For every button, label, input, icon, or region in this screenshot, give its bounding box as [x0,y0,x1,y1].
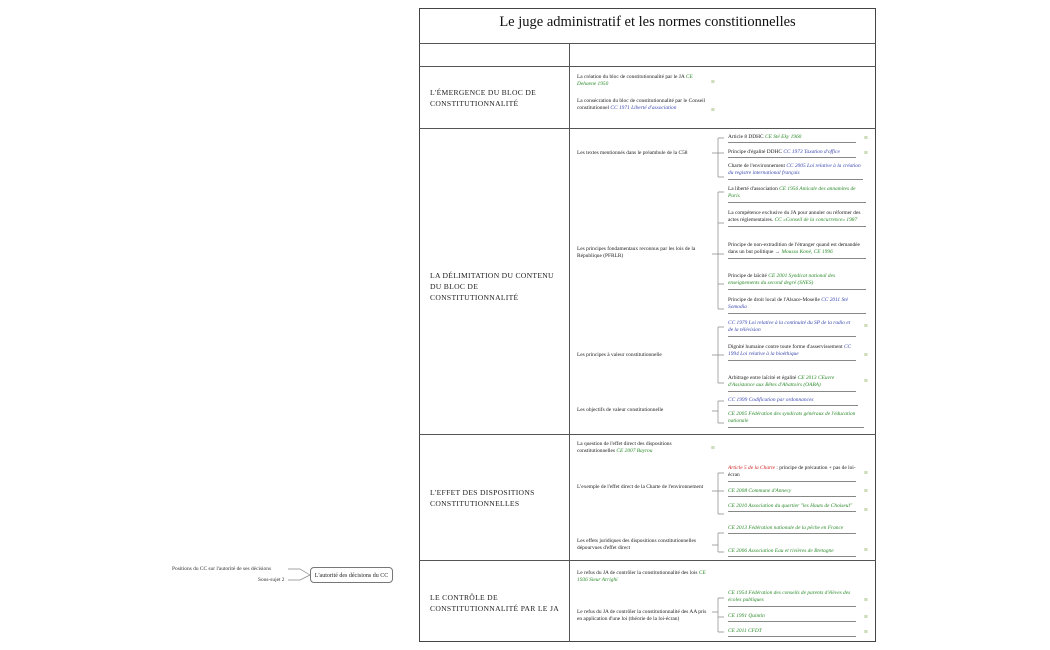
note-icon[interactable]: ≡ [864,613,868,621]
leaf-item [728,163,863,180]
item-text: Charte de l'environnement [728,163,785,169]
case-reference: CC 1979 Loi relative à la continuité du SP de la radio et de la télévision [728,320,851,334]
item-text: Principe de droit local de l'Alsace-Moselle [728,297,820,303]
node-label: Les objectifs de valeur constitutionnelle [577,407,664,413]
item-text: Dignité humaine contre toute forme d'asservissement [728,344,843,350]
list-item [577,74,705,89]
subtopic-2[interactable]: Sous-sujet 2 [258,577,285,583]
note-icon[interactable]: ≡ [864,546,868,554]
case-reference: CC 1971 Liberté d'association [610,105,677,112]
item-text: Principe de laïcité [728,273,767,279]
section-title-effet: L'EFFET DES DISPOSITIONS CONSTITUTIONNELLES [430,488,535,508]
note-icon[interactable]: ≡ [864,596,868,604]
item-text: Article 8 DDHC [728,134,764,140]
item-text: Principe d'égalité DDHC [728,149,782,155]
case-reference: CE 1956 Amicale des annamites de Paris [728,186,856,200]
note-icon[interactable]: ≡ [711,106,715,114]
case-reference: CE 2013 Fédération nationale de la pêche en France [728,525,844,531]
case-reference: CE 1991 Quintin [728,613,765,619]
case-reference: CC 2011 Sté Somodia [728,297,849,311]
leaf-item [728,590,856,607]
case-reference: CE 2013 CEuvre d'Assistance aux Bêtes d'Abattoirs (OABA) [728,375,835,389]
leaf-item [728,149,856,158]
list-item [577,98,707,113]
item-text: Principe de non-extradition de l'étranger quand est demandée dans un but politique → [728,242,860,256]
item-text: La consécration du bloc de constitutionnalité par le Conseil constitutionnel [577,98,706,112]
case-reference: CC «Conseil de la concurrence» 1987 [774,217,858,224]
leaf-item [728,210,866,227]
case-reference: CC 1973 Taxation d'office [783,149,840,155]
item-text: Le refus du JA de contrôler la constitutionnalité des lois [577,570,698,576]
case-reference: CC 1994 Loi relative à la bioéthique [728,344,852,358]
leaf-item [728,488,856,497]
case-reference: CE 2010 Association du quartier "les Hauts de Choiseul" [728,503,853,509]
note-icon[interactable]: ≡ [864,322,868,330]
section-title-controle: LE CONTRÔLE DE CONSTITUTIONNALITÉ PAR LE JA [430,593,559,613]
list-item [577,441,705,456]
case-reference: CE 2001 Syndicat national des enseignements du second degré (SNES) [728,273,836,287]
leaf-item [728,297,866,314]
note-icon[interactable]: ≡ [711,78,715,86]
case-reference: CE 2005 Fédération des syndicats généraux de l'éducation nationale [728,411,856,425]
node-label: Les textes mentionnés dans le préambule de la C58 [577,150,688,156]
note-icon[interactable]: ≡ [864,487,868,495]
case-reference: CC 1999 Codification par ordonnances [728,397,814,403]
leaf-item [728,628,856,637]
topic-autorite-decisions[interactable]: L'autorité des décisions du CC [310,567,393,583]
case-reference: CE 1954 Fédération des conseils de parents d'élèves des écoles publiques [728,590,851,604]
leaf-item [728,134,856,143]
case-reference: CE Sté Eky 1960 [765,134,802,140]
page-title: Le juge administratif et les normes constitionnelles [499,14,796,30]
item-text: La création du bloc de constitutionnalité par le JA [577,74,685,80]
case-reference: Article 5 de la Charte [728,465,776,471]
note-icon[interactable]: ≡ [864,628,868,636]
leaf-item [728,525,856,534]
case-reference: Moussa Koné, CE 1996 [781,249,833,256]
case-reference: CE 1936 Sieur Arrighi [577,570,706,584]
leaf-item [728,548,856,557]
leaf-item [728,465,856,482]
subtopic-positions[interactable]: Positions du CC sur l'autorité de ses décisions [172,566,272,572]
leaf-item [728,375,856,392]
case-reference: CE 2011 CFDT [728,628,762,634]
section-title-emergence: L'ÉMERGENCE DU BLOC DE CONSTITUTIONNALITÉ [430,88,537,108]
note-icon[interactable]: ≡ [864,149,868,157]
leaf-item [728,273,866,290]
case-reference: CC 2005 Loi relative à la création du registre international français [728,163,861,177]
item-text: La question de l'effet direct des dispositions constitutionnelles [577,441,672,455]
item-text: La compétence exclusive du JA pour annuler ou réformer des actes réglementaires. [728,210,861,224]
note-icon[interactable]: ≡ [711,444,715,452]
item-text: : principe de précaution + pas de loi-écran [728,465,856,479]
note-icon[interactable]: ≡ [864,469,868,477]
node-label: Le refus du JA de contrôler la constitutionnalité des AA pris en application d'une loi (théorie de la loi-écran) [577,609,707,623]
note-icon[interactable]: ≡ [864,377,868,385]
note-icon[interactable]: ≡ [864,506,868,514]
list-item [577,570,711,585]
item-text: La liberté d'association [728,186,778,192]
leaf-item [728,397,858,406]
leaf-item [728,320,856,337]
section-title-delimitation: LA DÉLIMITATION DU CONTENU DU BLOC DE CONSTITUTIONNALITÉ [430,271,554,302]
leaf-item [728,242,866,259]
case-reference: CE 2006 Association Eau et rivières de Bretagne [728,548,834,554]
node-label: Les principes fondamentaux reconnus par les lois de la République (PFRLR) [577,246,696,260]
note-icon[interactable]: ≡ [864,351,868,359]
item-text: Arbitrage entre laïcité et égalité [728,375,797,381]
case-reference: CE Dehaene 1950 [577,74,693,88]
leaf-item [728,503,856,512]
case-reference: CE 2008 Commune d'Annecy [728,488,792,494]
node-label: Les principes à valeur constitutionnelle [577,352,662,358]
node-label: L'exemple de l'effet direct de la Charte de l'environnement [577,484,704,490]
leaf-item [728,186,866,203]
leaf-item [728,411,864,428]
case-reference: CE 2007 Bayrou [616,448,653,455]
leaf-item [728,613,856,622]
node-label: Les effets juridiques des dispositions constitutionnelles dépourvues d'effet direct [577,538,696,552]
leaf-item [728,344,856,361]
note-icon[interactable]: ≡ [864,134,868,142]
